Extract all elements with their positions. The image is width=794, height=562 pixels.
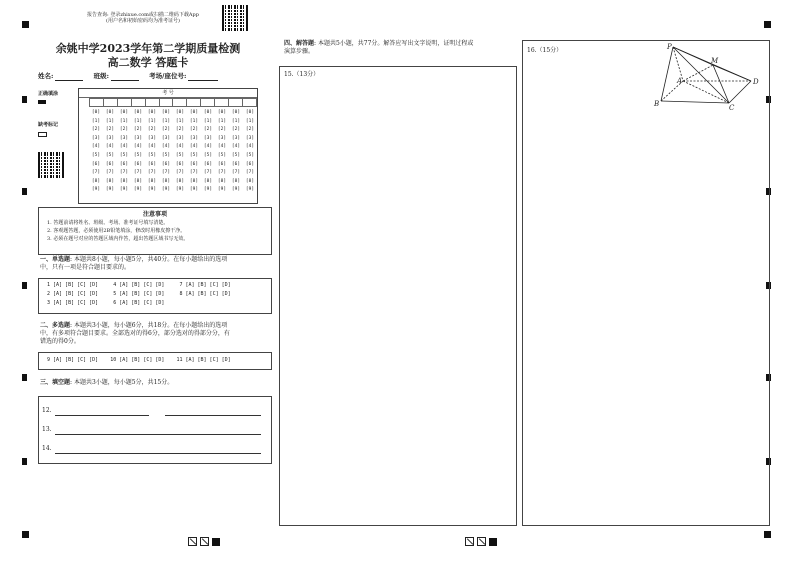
digit-bubble[interactable]: [2] [245,127,255,133]
student-qr-code-icon [38,152,64,178]
digit-bubble[interactable]: [1] [119,118,129,124]
digit-bubble[interactable]: [6] [91,161,101,167]
digit-bubble[interactable]: [1] [203,118,213,124]
exam-id-digit-column[interactable] [215,109,229,195]
digit-bubble[interactable]: [7] [203,170,213,176]
digit-bubble[interactable]: [3] [231,135,241,141]
digit-bubble[interactable]: [9] [147,187,157,193]
digit-bubble[interactable]: [0] [119,110,129,115]
digit-bubble[interactable]: [6] [189,161,199,167]
digit-bubble[interactable]: [1] [189,118,199,124]
digit-bubble[interactable]: [3] [189,135,199,141]
digit-bubble[interactable]: [0] [231,110,241,115]
digit-bubble[interactable]: [3] [147,135,157,141]
exam-id-digit-column[interactable] [117,109,131,195]
digit-bubble[interactable]: [1] [217,118,227,124]
answer-line[interactable] [55,415,149,416]
digit-bubble[interactable]: [9] [161,187,171,193]
digit-bubble[interactable]: [2] [105,127,115,133]
multi-choice-box [38,352,272,370]
notes-title: 注意事项 [142,211,167,218]
question-label: 15.（13分） [284,71,320,78]
question-label: 16.（15分） [527,47,563,54]
digit-bubble[interactable]: [0] [203,110,213,115]
digit-bubble[interactable]: [7] [105,170,115,176]
section-desc: 中，有多项符合题目要求。全部选对的得6分，部分选对的得部分分，有 [40,330,230,337]
answer-area-15[interactable] [279,66,517,526]
notice-line: (用户名和初始密码均为准考证号) [106,18,180,24]
digit-bubble[interactable]: [5] [175,152,185,158]
digit-bubble[interactable]: [7] [161,170,171,176]
digit-bubble[interactable]: [5] [105,152,115,158]
digit-bubble[interactable]: [9] [189,187,199,193]
digit-bubble[interactable]: [5] [245,152,255,158]
digit-bubble[interactable]: [7] [217,170,227,176]
note-item: 3. 必须在题号对应的答题区域内作答，超出答题区域书写无效。 [47,236,189,242]
exam-id-bubbles[interactable] [89,109,257,195]
filled-square-icon [489,538,497,546]
digit-bubble[interactable]: [7] [119,170,129,176]
choice-row[interactable]: 3 [A] [B] [C] [D] 6 [A] [B] [C] [D] [47,300,165,306]
section-title: 四、解答题 [284,40,315,47]
school-title: 余姚中学2023学年第二学期质量检测 [55,42,241,55]
exam-id-digit-column[interactable] [187,109,201,195]
pyramid-figure [653,43,763,113]
missing-mark-label: 缺考标记 [38,122,59,128]
section-title: 二、多选题 [40,322,71,329]
answer-area-16[interactable] [522,40,770,526]
report-notice [68,12,218,24]
digit-bubble[interactable]: [6] [217,161,227,167]
digit-bubble[interactable]: [5] [203,152,213,158]
exam-id-digit-column[interactable] [159,109,173,195]
digit-bubble[interactable]: [1] [231,118,241,124]
digit-bubble[interactable]: [8] [119,178,129,184]
section-title: 三、填空题 [40,379,71,386]
digit-bubble[interactable]: [9] [203,187,213,193]
notice-line: 报告查询: 登录zhixue.com或扫描二维码下载App [87,12,199,18]
class-field[interactable] [111,72,139,81]
digit-bubble[interactable]: [7] [133,170,143,176]
exam-id-box [78,88,258,204]
digit-bubble[interactable]: [4] [217,144,227,150]
section-desc: : 本题共3小题，每小题6分，共18分。在每小题给出的选项 [70,322,228,329]
exam-id-header: 考 号 [79,89,257,98]
fill-blank-box [38,396,272,464]
choice-row[interactable]: 1 [A] [B] [C] [D] 4 [A] [B] [C] [D] 7 [A] [B] [C] [D] [47,282,231,288]
digit-bubble[interactable]: [0] [105,110,115,115]
digit-bubble[interactable]: [6] [175,161,185,167]
subject-title: 高二数学 答题卡 [107,56,189,69]
notes-box [38,207,272,255]
digit-bubble[interactable]: [3] [203,135,213,141]
digit-bubble[interactable]: [9] [91,187,101,193]
answer-line[interactable] [55,434,261,435]
digit-bubble[interactable]: [9] [105,187,115,193]
room-field[interactable] [188,72,218,81]
question-number: 12. [42,407,52,414]
exam-id-digit-column[interactable] [131,109,145,195]
digit-bubble[interactable]: [0] [245,110,255,115]
digit-bubble[interactable]: [1] [147,118,157,124]
digit-bubble[interactable]: [3] [217,135,227,141]
exam-id-write-cells[interactable] [89,98,257,107]
digit-bubble[interactable]: [7] [231,170,241,176]
digit-bubble[interactable]: [2] [147,127,157,133]
digit-bubble[interactable]: [9] [119,187,129,193]
digit-bubble[interactable]: [0] [161,110,171,115]
crossed-square-icon [188,537,197,546]
digit-bubble[interactable]: [8] [91,178,101,184]
alignment-mark-top-left [22,21,29,28]
digit-bubble[interactable]: [4] [147,144,157,150]
digit-bubble[interactable]: [0] [133,110,143,115]
digit-bubble[interactable]: [8] [133,178,143,184]
digit-bubble[interactable]: [4] [245,144,255,150]
digit-bubble[interactable]: [1] [133,118,143,124]
digit-bubble[interactable]: [5] [161,152,171,158]
missing-mark-box[interactable] [38,132,47,137]
digit-bubble[interactable]: [5] [91,152,101,158]
single-choice-heading [40,256,272,272]
digit-bubble[interactable]: [8] [105,178,115,184]
multi-choice-heading [40,322,272,346]
section-desc: 错选的得0分。 [40,338,80,345]
digit-bubble[interactable]: [4] [189,144,199,150]
digit-bubble[interactable]: [8] [217,178,227,184]
digit-bubble[interactable]: [4] [119,144,129,150]
exam-id-digit-column[interactable] [89,109,103,195]
class-label: 班级: [93,72,109,80]
exam-id-digit-column[interactable] [229,109,243,195]
digit-bubble[interactable]: [0] [189,110,199,115]
section-desc: : 本题共8小题，每小题5分，共40分。在每小题给出的选项 [70,256,228,263]
digit-bubble[interactable]: [4] [175,144,185,150]
digit-bubble[interactable]: [4] [231,144,241,150]
digit-bubble[interactable]: [6] [245,161,255,167]
fill-blank-heading [40,379,272,387]
digit-bubble[interactable]: [8] [245,178,255,184]
digit-bubble[interactable]: [0] [217,110,227,115]
digit-bubble[interactable]: [4] [203,144,213,150]
timing-mark [22,458,27,465]
digit-bubble[interactable]: [2] [161,127,171,133]
correct-fill-sample [38,100,46,104]
note-item: 1. 答题前请将姓名、班级、考场、准考证号填写清楚。 [47,220,169,226]
choice-row[interactable]: 9 [A] [B] [C] [D] 10 [A] [B] [C] [D] 11 [A] [B] [C] [D] [47,357,231,363]
app-qr-code-icon [222,5,248,31]
digit-bubble[interactable]: [2] [231,127,241,133]
solve-heading [284,40,514,56]
alignment-mark-bottom-right [764,531,771,538]
note-item: 2. 客观题答题，必须使用2B铅笔填涂，修改时用橡皮擦干净。 [47,228,186,234]
timing-mark [22,96,27,103]
digit-bubble[interactable]: [5] [133,152,143,158]
point-label-D: D [753,78,759,86]
digit-bubble[interactable]: [3] [91,135,101,141]
digit-bubble[interactable]: [7] [175,170,185,176]
question-number: 13. [42,426,52,433]
point-label-B: B [654,100,660,108]
digit-bubble[interactable]: [6] [231,161,241,167]
digit-bubble[interactable]: [8] [189,178,199,184]
digit-bubble[interactable]: [9] [231,187,241,193]
digit-bubble[interactable]: [9] [217,187,227,193]
choice-row[interactable]: 2 [A] [B] [C] [D] 5 [A] [B] [C] [D] 8 [A] [B] [C] [D] [47,291,231,297]
timing-mark [22,374,27,381]
crossed-square-icon [465,537,474,546]
digit-bubble[interactable]: [1] [245,118,255,124]
digit-bubble[interactable]: [4] [161,144,171,150]
exam-id-digit-column[interactable] [145,109,159,195]
digit-bubble[interactable]: [1] [175,118,185,124]
point-label-A: A [677,77,683,85]
name-field[interactable] [55,72,83,81]
digit-bubble[interactable]: [0] [175,110,185,115]
digit-bubble[interactable]: [3] [105,135,115,141]
point-label-C: C [729,104,735,112]
timing-mark [22,188,27,195]
exam-id-digit-column[interactable] [201,109,215,195]
digit-bubble[interactable]: [2] [203,127,213,133]
digit-bubble[interactable]: [9] [175,187,185,193]
name-label: 姓名: [38,72,54,80]
crossed-square-icon [477,537,486,546]
digit-bubble[interactable]: [9] [133,187,143,193]
digit-bubble[interactable]: [6] [147,161,157,167]
digit-bubble[interactable]: [4] [133,144,143,150]
digit-bubble[interactable]: [2] [189,127,199,133]
single-choice-box [38,278,272,314]
timing-mark [22,282,27,289]
digit-bubble[interactable]: [4] [105,144,115,150]
page-mark-left [188,531,220,550]
section-desc: 演算步骤。 [284,48,315,55]
correct-fill-label: 正确填涂 [38,91,59,97]
digit-bubble[interactable]: [8] [231,178,241,184]
digit-bubble[interactable]: [9] [245,187,255,193]
digit-bubble[interactable]: [5] [231,152,241,158]
digit-bubble[interactable]: [1] [161,118,171,124]
digit-bubble[interactable]: [5] [217,152,227,158]
student-info-row [38,72,218,81]
crossed-square-icon [200,537,209,546]
page-mark-right [465,531,497,550]
digit-bubble[interactable]: [0] [91,110,101,115]
digit-bubble[interactable]: [7] [189,170,199,176]
digit-bubble[interactable]: [5] [147,152,157,158]
exam-id-digit-column[interactable] [173,109,187,195]
digit-bubble[interactable]: [2] [133,127,143,133]
digit-bubble[interactable]: [3] [245,135,255,141]
question-number: 14. [42,445,52,452]
digit-bubble[interactable]: [8] [161,178,171,184]
digit-bubble[interactable]: [5] [189,152,199,158]
digit-bubble[interactable]: [6] [119,161,129,167]
digit-bubble[interactable]: [1] [91,118,101,124]
exam-id-digit-column[interactable] [243,109,257,195]
point-label-P: P [667,43,672,51]
digit-bubble[interactable]: [6] [161,161,171,167]
exam-id-digit-column[interactable] [103,109,117,195]
digit-bubble[interactable]: [3] [161,135,171,141]
alignment-mark-bottom-left [22,531,29,538]
alignment-mark-top-right [764,21,771,28]
digit-bubble[interactable]: [6] [203,161,213,167]
section-desc: : 本题共3小题，每小题5分，共15分。 [70,379,174,386]
digit-bubble[interactable]: [4] [91,144,101,150]
point-label-M: M [711,57,719,65]
filled-square-icon [212,538,220,546]
digit-bubble[interactable]: [2] [175,127,185,133]
section-desc: : 本题共5小题，共77分。解答应写出文字说明，证明过程或 [314,40,474,47]
digit-bubble[interactable]: [8] [175,178,185,184]
answer-line[interactable] [55,453,261,454]
digit-bubble[interactable]: [2] [217,127,227,133]
digit-bubble[interactable]: [8] [147,178,157,184]
digit-bubble[interactable]: [7] [147,170,157,176]
digit-bubble[interactable]: [3] [175,135,185,141]
digit-bubble[interactable]: [7] [245,170,255,176]
digit-bubble[interactable]: [5] [119,152,129,158]
answer-line[interactable] [165,415,261,416]
digit-bubble[interactable]: [0] [147,110,157,115]
section-desc: 中，只有一项是符合题目要求的。 [40,264,131,271]
digit-bubble[interactable]: [3] [133,135,143,141]
digit-bubble[interactable]: [6] [105,161,115,167]
digit-bubble[interactable]: [1] [105,118,115,124]
room-label: 考场/座位号: [149,72,187,80]
digit-bubble[interactable]: [3] [119,135,129,141]
digit-bubble[interactable]: [2] [91,127,101,133]
digit-bubble[interactable]: [8] [203,178,213,184]
digit-bubble[interactable]: [2] [119,127,129,133]
section-title: 一、单选题 [40,256,71,263]
digit-bubble[interactable]: [7] [91,170,101,176]
digit-bubble[interactable]: [6] [133,161,143,167]
